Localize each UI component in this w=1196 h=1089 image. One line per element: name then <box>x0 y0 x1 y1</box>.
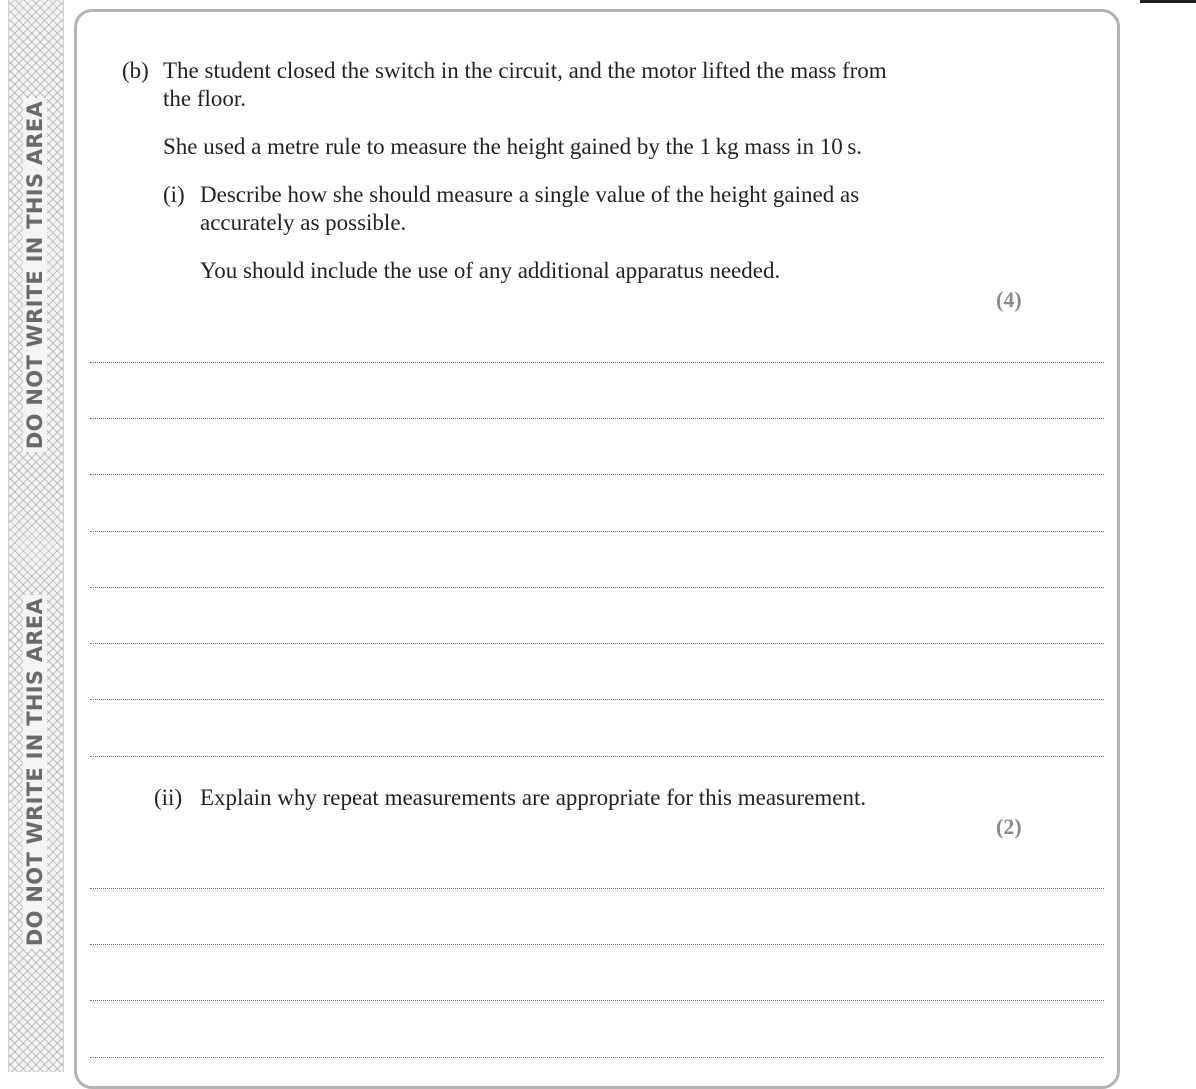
answer-line[interactable] <box>90 699 1104 700</box>
answer-line[interactable] <box>90 643 1104 644</box>
answer-line[interactable] <box>90 1000 1104 1001</box>
question-b-paragraph-2: She used a metre rule to measure the height gained by the 1 kg mass in 10 s. <box>163 134 863 159</box>
answer-line[interactable] <box>90 418 1104 419</box>
answer-line[interactable] <box>90 944 1104 945</box>
answer-line[interactable] <box>90 531 1104 532</box>
part-ii-text: Explain why repeat measurements are appropriate for this measurement. <box>200 785 867 810</box>
question-b-line-1: The student closed the switch in the circuit, and the motor lifted the mass from <box>163 58 887 83</box>
part-ii-marks: (2) <box>996 814 1022 839</box>
answer-line[interactable] <box>90 888 1104 889</box>
answer-line[interactable] <box>90 587 1104 588</box>
page-edge-rule <box>1140 0 1196 3</box>
part-i-paragraph-2: You should include the use of any additional apparatus needed. <box>200 258 781 283</box>
part-i-line-2: accurately as possible. <box>200 210 407 235</box>
part-ii-label: (ii) <box>154 785 183 810</box>
answer-line[interactable] <box>90 1057 1104 1058</box>
margin-warning-text: DO NOT WRITE IN THIS AREA <box>23 98 47 452</box>
part-i-line-1: Describe how she should measure a single value of the height gained as <box>200 182 860 207</box>
part-i-marks: (4) <box>996 287 1022 312</box>
question-b-line-2: the floor. <box>163 86 247 111</box>
answer-line[interactable] <box>90 756 1104 757</box>
question-b-label: (b) <box>122 58 149 83</box>
part-i-label: (i) <box>163 182 185 207</box>
margin-warning-text: DO NOT WRITE IN THIS AREA <box>23 595 47 949</box>
question-frame <box>74 9 1120 1089</box>
answer-line[interactable] <box>90 362 1104 363</box>
answer-line[interactable] <box>90 474 1104 475</box>
